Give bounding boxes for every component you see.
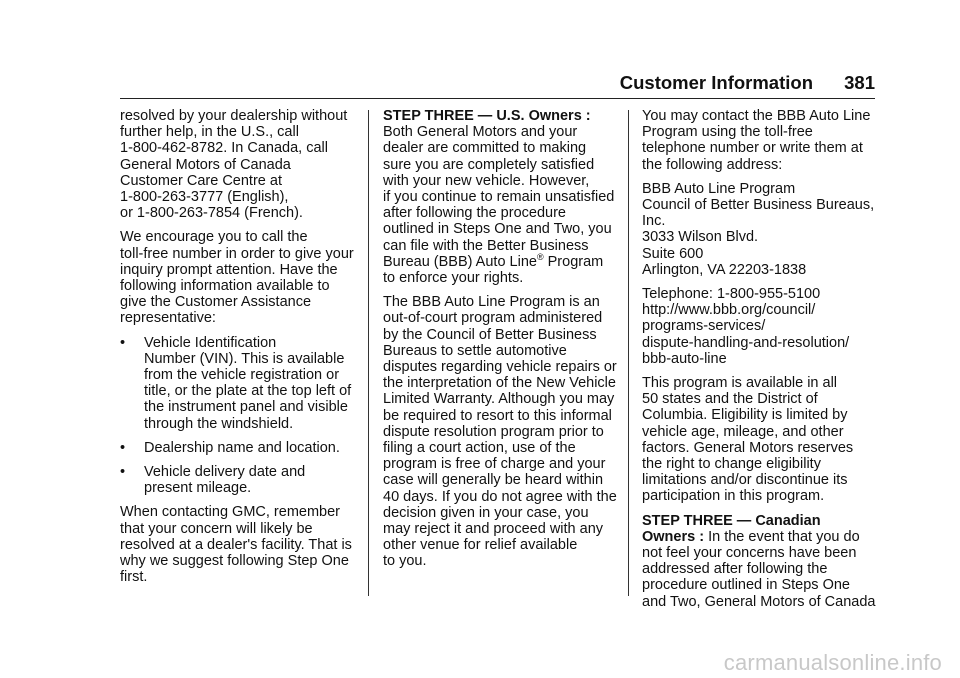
- text-line: Bureaus to settle automotive: [383, 342, 567, 359]
- text-line: 50 states and the District of: [642, 391, 818, 408]
- text-line: give the Customer Assistance: [120, 294, 312, 311]
- text-line: limitations and/or discontinue its: [642, 472, 848, 489]
- text-line: the interpretation of the New Vehicle: [383, 375, 616, 392]
- list-item: [120, 335, 360, 432]
- text-line: The BBB Auto Line Program is an: [383, 294, 600, 311]
- header-rule: [120, 98, 875, 99]
- text-line: Arlington, VA 22203-1838: [642, 261, 807, 278]
- text-line: from the vehicle registration or: [144, 367, 340, 384]
- text-line: resolved at a dealer's facility. That is: [120, 536, 352, 553]
- registered-mark: ®: [536, 252, 544, 262]
- text-line: sure you are completely satisfied: [383, 156, 595, 173]
- column-left: [120, 108, 360, 593]
- list-item: [120, 440, 360, 456]
- text-line: the following address:: [642, 156, 783, 173]
- text-line: dispute resolution program prior to: [383, 423, 604, 440]
- text-line: may reject it and proceed with any: [383, 521, 604, 538]
- text-line: 1-800-263-3777 (English),: [120, 189, 289, 206]
- text-line: by the Council of Better Business: [383, 326, 597, 343]
- page-header: [120, 70, 875, 96]
- bureau-text: Bureau (BBB) Auto Line: [383, 253, 537, 270]
- text-line: disputes regarding vehicle repairs or: [383, 359, 617, 376]
- column-divider: [368, 110, 369, 596]
- text-line: case will generally be heard within: [383, 472, 604, 489]
- text-line: [642, 529, 860, 545]
- text-line: the right to change eligibility: [642, 456, 821, 473]
- column-right: [642, 108, 882, 618]
- text-line: Columbia. Eligibility is limited by: [642, 407, 848, 424]
- section-title: Customer Information: [619, 72, 813, 93]
- watermark-text: carmanualsonline.info: [723, 650, 942, 675]
- text-line: decision given in your case, you: [383, 504, 589, 521]
- text-line: telephone number or write them at: [642, 140, 863, 157]
- text-line: resolved by your dealership without: [120, 108, 348, 124]
- contact-block: [642, 286, 882, 367]
- text-line: first.: [120, 569, 148, 586]
- text-line: further help, in the U.S., call: [120, 124, 299, 141]
- text-line: present mileage.: [144, 480, 252, 497]
- paragraph: [642, 375, 882, 505]
- text-line: Vehicle delivery date and: [144, 464, 306, 481]
- column-divider: [628, 110, 629, 596]
- text-line: BBB Auto Line Program: [642, 180, 796, 197]
- url-text: programs-services/: [642, 318, 766, 335]
- text-line: Number (VIN). This is available: [144, 350, 345, 367]
- text-fragment: In the event that you do: [704, 528, 860, 545]
- text-line: and Two, General Motors of Canada: [642, 593, 876, 610]
- bullet-icon: •: [120, 439, 126, 456]
- text-line: following information available to: [120, 278, 330, 295]
- text-line: You may contact the BBB Auto Line: [642, 108, 871, 124]
- text-line: [383, 254, 603, 270]
- list-item: [120, 464, 360, 496]
- text-line: to enforce your rights.: [383, 270, 524, 287]
- text-line: addressed after following the: [642, 561, 828, 578]
- text-line: This program is available in all: [642, 375, 838, 392]
- text-line: Limited Warranty. Although you may: [383, 391, 615, 408]
- text-line: why we suggest following Step One: [120, 553, 349, 570]
- text-line: if you continue to remain unsatisfied: [383, 189, 615, 206]
- url-text: dispute-handling-and-resolution/: [642, 334, 850, 351]
- text-line: through the windshield.: [144, 415, 294, 432]
- text-line: representative:: [120, 310, 216, 327]
- text-line: the instrument panel and visible: [144, 399, 348, 416]
- text-line: procedure outlined in Steps One: [642, 577, 850, 594]
- text-line: title, or the plate at the top left of: [144, 383, 352, 400]
- text-line: that your concern will likely be: [120, 520, 313, 537]
- text-line: with your new vehicle. However,: [383, 172, 590, 189]
- text-line: Council of Better Business Bureaus,: [642, 197, 875, 214]
- text-line: or 1-800-263-7854 (French).: [120, 205, 303, 222]
- text-line: inquiry prompt attention. Have the: [120, 261, 338, 278]
- text-line: out-of-court program administered: [383, 310, 603, 327]
- text-line: to you.: [383, 553, 427, 570]
- step-heading: STEP THREE — U.S. Owners :: [383, 108, 591, 124]
- text-line: can file with the Better Business: [383, 237, 589, 254]
- address-block: [642, 181, 882, 278]
- text-line: vehicle age, mileage, and other: [642, 423, 844, 440]
- text-line: not feel your concerns have been: [642, 545, 857, 562]
- paragraph: [642, 108, 882, 173]
- telephone-text: Telephone: 1-800-955-5100: [642, 286, 821, 303]
- text-line: Inc.: [642, 213, 666, 230]
- paragraph: [383, 294, 618, 569]
- text-line: 1-800-462-8782. In Canada, call: [120, 140, 328, 157]
- paragraph: [120, 229, 360, 326]
- text-line: participation in this program.: [642, 488, 825, 505]
- paragraph: [120, 108, 360, 221]
- text-line: When contacting GMC, remember: [120, 504, 340, 521]
- url-text: http://www.bbb.org/council/: [642, 302, 816, 319]
- paragraph: [383, 108, 618, 286]
- text-line: We encourage you to call the: [120, 229, 308, 246]
- text-line: be required to resort to this informal: [383, 407, 612, 424]
- text-line: toll-free number in order to give your: [120, 245, 354, 262]
- text-line: 40 days. If you do not agree with the: [383, 488, 617, 505]
- text-line: Program using the toll-free: [642, 124, 813, 141]
- paragraph: [120, 504, 360, 585]
- text-line: outlined in Steps One and Two, you: [383, 221, 612, 238]
- text-line: factors. General Motors reserves: [642, 439, 854, 456]
- text-line: Dealership name and location.: [144, 439, 340, 456]
- text-line: after following the procedure: [383, 205, 566, 222]
- program-text: Program: [543, 253, 604, 270]
- paragraph: [642, 513, 882, 610]
- column-middle: [383, 108, 618, 578]
- bullet-icon: •: [120, 334, 126, 351]
- step-heading: Owners :: [642, 528, 705, 545]
- text-line: Vehicle Identification: [144, 334, 277, 351]
- text-line: program is free of charge and your: [383, 456, 606, 473]
- text-line: 3033 Wilson Blvd.: [642, 229, 759, 246]
- step-heading: STEP THREE — Canadian: [642, 512, 821, 529]
- bullet-icon: •: [120, 464, 126, 481]
- text-line: filing a court action, use of the: [383, 440, 576, 457]
- text-line: Customer Care Centre at: [120, 172, 282, 189]
- text-line: other venue for relief available: [383, 537, 578, 554]
- page-number: 381: [844, 72, 875, 93]
- url-text: bbb-auto-line: [642, 350, 727, 367]
- text-line: dealer are committed to making: [383, 140, 587, 157]
- text-line: General Motors of Canada: [120, 156, 291, 173]
- text-line: Suite 600: [642, 245, 704, 262]
- text-line: Both General Motors and your: [383, 124, 578, 141]
